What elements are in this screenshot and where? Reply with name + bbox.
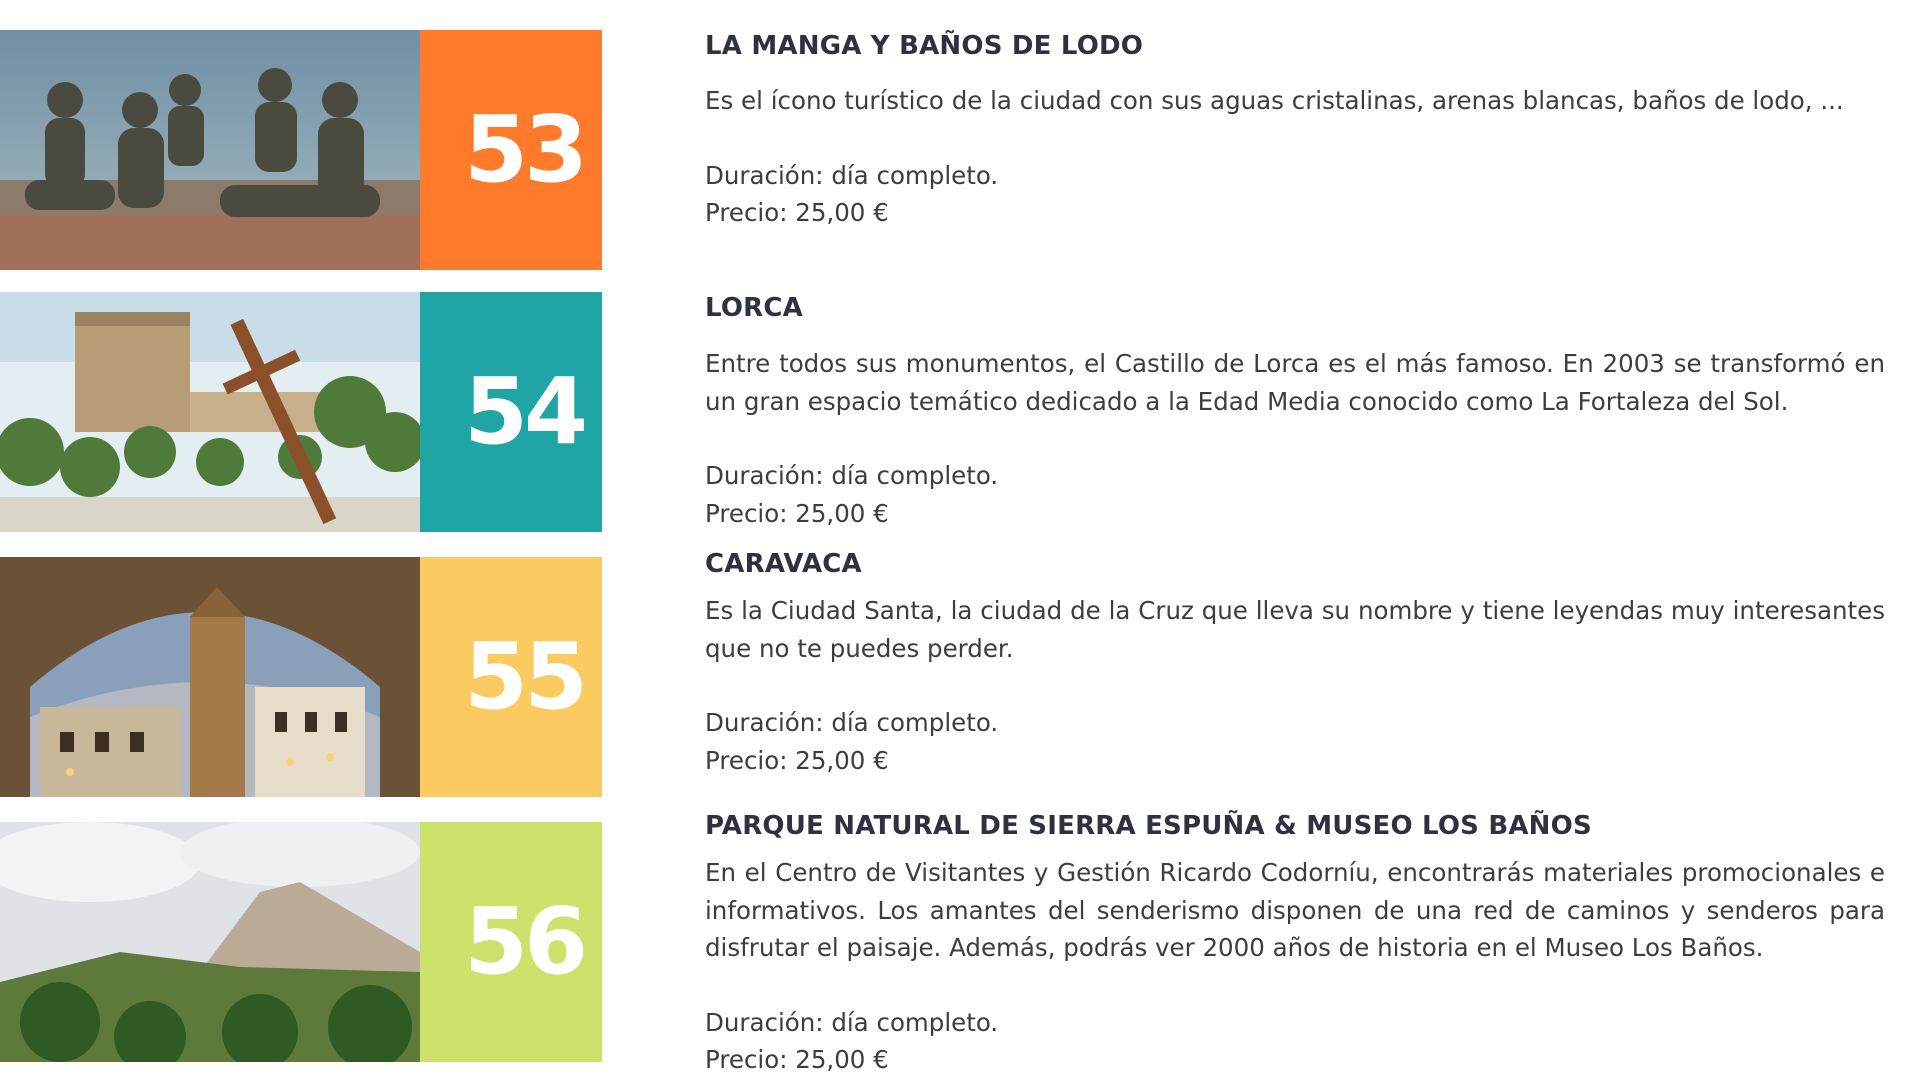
excursion-duration: Duración: día completo. xyxy=(705,461,999,490)
excursion-description: Es la Ciudad Santa, la ciudad de la Cruz que lleva su nombre y tiene leyendas muy interesantes que no te puedes perder. xyxy=(705,596,1885,663)
excursion-title: PARQUE NATURAL DE SIERRA ESPUÑA & MUSEO LOS BAÑOS xyxy=(705,811,1592,841)
excursion-title: LA MANGA Y BAÑOS DE LODO xyxy=(705,31,1144,61)
excursion-number: 54 xyxy=(463,358,584,465)
excursion-number: 56 xyxy=(463,888,584,995)
church-arch-photo xyxy=(0,557,420,797)
excursion-details xyxy=(705,290,1885,532)
mud-bath-photo xyxy=(0,30,420,270)
excursion-details xyxy=(705,546,1885,779)
castle-sword-photo xyxy=(0,292,420,532)
mountain-forest-photo xyxy=(0,822,420,1062)
excursion-price: Precio: 25,00 € xyxy=(705,1045,889,1074)
excursion-number: 55 xyxy=(463,623,584,730)
excursion-price: Precio: 25,00 € xyxy=(705,498,889,528)
excursion-price: Precio: 25,00 € xyxy=(705,745,889,775)
excursion-details xyxy=(705,30,1885,232)
number-badge xyxy=(420,822,602,1062)
excursion-description: Entre todos sus monumentos, el Castillo de Lorca es el más famoso. En 2003 se transformó en un gran espacio temático dedicado a la Edad Media conocido como La Fortaleza del Sol. xyxy=(705,349,1885,416)
excursion-description: Es el ícono turístico de la ciudad con sus aguas cristalinas, arenas blancas, baños de lodo, ... xyxy=(705,86,1844,115)
excursion-title: CARAVACA xyxy=(705,549,862,579)
excursion-duration: Duración: día completo. xyxy=(705,708,999,737)
excursion-details xyxy=(705,808,1885,1079)
excursion-title: LORCA xyxy=(705,293,803,323)
excursion-duration: Duración: día completo. xyxy=(705,160,999,190)
number-badge xyxy=(420,557,602,797)
excursion-number: 53 xyxy=(463,96,584,203)
excursion-description: En el Centro de Visitantes y Gestión Ricardo Codorníu, encontrarás materiales promocionales e informativos. Los amantes del senderismo disponen de una red de caminos y senderos para disfrutar el paisaje. Además, podrás ver 2000 años de historia en el Museo Los Baños. xyxy=(705,858,1885,962)
excursion-duration: Duración: día completo. xyxy=(705,1007,999,1037)
number-badge xyxy=(420,292,602,532)
number-badge xyxy=(420,30,602,270)
excursion-price: Precio: 25,00 € xyxy=(705,198,889,227)
